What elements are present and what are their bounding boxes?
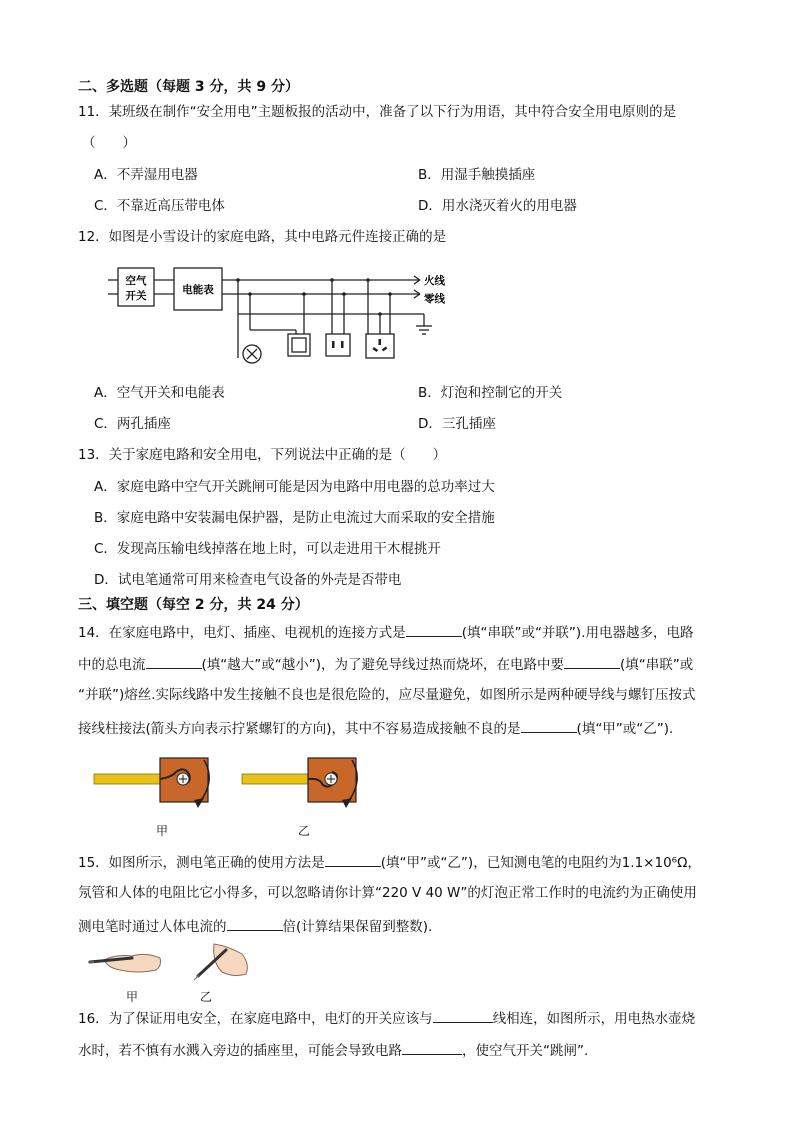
q11-option-a[interactable]: A．不弄湿用电器 (94, 167, 198, 183)
q15-blank-2[interactable] (227, 916, 283, 931)
meter-label: 电能表 (182, 284, 214, 296)
q14-text-2a: 中的总电流 (78, 657, 146, 673)
lamp-switch (288, 334, 310, 356)
q15-text-3a: 测电笔时通过人体电流的 (78, 919, 227, 935)
q16-line-2 (78, 1040, 588, 1060)
q14-blank-2[interactable] (146, 654, 202, 669)
q12-option-b[interactable]: B．灯泡和控制它的开关 (418, 385, 563, 401)
household-circuit-diagram (100, 262, 460, 372)
q15-blank-1[interactable] (325, 852, 381, 867)
q16-text-1b: 线相连，如图所示，用电热水壶烧 (492, 1011, 696, 1027)
q11-paren: （ ） (82, 135, 136, 151)
terminal-connection-figure (92, 754, 372, 816)
section-title-fill-in: 三、填空题（每空 2 分，共 24 分） (78, 597, 309, 613)
wire-jia (94, 774, 160, 784)
q15-text-3b: 倍(计算结果保留到整数). (282, 919, 433, 935)
q14-line-1 (78, 622, 694, 642)
wire-yi (242, 774, 308, 784)
q14-line-4 (78, 718, 673, 738)
q14-label-yi: 乙 (298, 824, 311, 838)
q15-line-1 (78, 852, 701, 872)
q13-option-a[interactable]: A．家庭电路中空气开关跳闸可能是因为电路中用电器的总功率过大 (94, 479, 495, 495)
q15-text-1a: 15．如图所示，测电笔正确的使用方法是 (78, 855, 325, 871)
section-title-multiple-choice: 二、多选题（每题 3 分，共 9 分） (78, 79, 299, 95)
q11-text: 某班级在制作“安全用电”主题板报的活动中，准备了以下行为用语，其中符合安全用电原则的是 (108, 104, 677, 120)
q14-line-2 (78, 654, 693, 674)
q13-option-b[interactable]: B．家庭电路中安装漏电保护器，是防止电流过大而采取的安全措施 (94, 510, 495, 526)
q14-line-3: “并联”)熔丝.实际线路中发生接触不良也是很危险的，应尽量避免，如图所示是两种硬导线与螺钉压按式 (78, 687, 696, 703)
q12-stem: 12．如图是小雪设计的家庭电路，其中电路元件连接正确的是 (78, 229, 447, 245)
q15-line-2: 氖管和人体的电阻比它小得多，可以忽略请你计算“220 V 40 W”的灯泡正常工作时的电流约为正确使用 (78, 885, 697, 901)
q16-text-2b: ，使空气开关“跳闸”. (462, 1043, 589, 1059)
q14-text-2b: (填“越大”或“越小”)，为了避免导线过热而烧坏，在电路中要 (201, 657, 565, 673)
two-hole-socket (326, 334, 350, 356)
q12-option-a[interactable]: A．空气开关和电能表 (94, 385, 225, 401)
q14-blank-1[interactable] (406, 622, 462, 637)
q11-stem (78, 103, 676, 121)
three-hole-socket (366, 334, 394, 358)
q14-text-4b: (填“甲”或“乙”). (576, 721, 674, 737)
q11-number: 11． (78, 104, 109, 120)
q14-blank-3[interactable] (564, 654, 620, 669)
q14-blank-4[interactable] (521, 718, 577, 733)
q15-label-yi: 乙 (200, 990, 213, 1004)
q12-option-d[interactable]: D．三孔插座 (418, 416, 496, 432)
q15-line-3 (78, 916, 432, 936)
neutral-wire-label: 零线 (424, 293, 445, 305)
q12-option-c[interactable]: C．两孔插座 (94, 416, 171, 432)
q16-blank-1[interactable] (433, 1008, 493, 1023)
q15-text-1b: (填“甲”或“乙”)，已知测电笔的电阻约为1.1×10⁶Ω， (380, 855, 701, 871)
q14-text-2c: (填“串联”或 (620, 657, 694, 673)
q11-option-c[interactable]: C．不靠近高压带电体 (94, 198, 225, 214)
q11-option-b[interactable]: B．用湿手触摸插座 (418, 167, 536, 183)
q14-text-4a: 接线柱接法(箭头方向表示拧紧螺钉的方向)，其中不容易造成接触不良的是 (78, 721, 521, 737)
q13-option-c[interactable]: C．发现高压输电线掉落在地上时，可以走进用干木棍挑开 (94, 541, 441, 557)
q15-label-jia: 甲 (126, 990, 139, 1004)
q16-text-2a: 水时，若不慎有水溅入旁边的插座里，可能会导致电路 (78, 1043, 402, 1059)
air-switch-label-2: 开关 (125, 290, 147, 302)
q16-line-1 (78, 1008, 695, 1028)
q13-stem: 13．关于家庭电路和安全用电，下列说法中正确的是（ ） (78, 447, 447, 463)
air-switch-label-1: 空气 (125, 275, 147, 287)
q14-text-1a: 14．在家庭电路中，电灯、插座、电视机的连接方式是 (78, 625, 406, 641)
q16-blank-2[interactable] (402, 1040, 462, 1055)
q14-label-jia: 甲 (156, 824, 169, 838)
q13-option-d[interactable]: D．试电笔通常可用来检查电气设备的外壳是否带电 (94, 572, 402, 588)
q11-option-d[interactable]: D．用水浇灭着火的用电器 (418, 198, 577, 214)
q16-text-1a: 16．为了保证用电安全，在家庭电路中，电灯的开关应该与 (78, 1011, 433, 1027)
live-wire-label: 火线 (424, 275, 445, 287)
test-pen-figure (86, 940, 266, 988)
q14-text-1b: (填“串联”或“并联”).用电器越多，电路 (461, 625, 694, 641)
